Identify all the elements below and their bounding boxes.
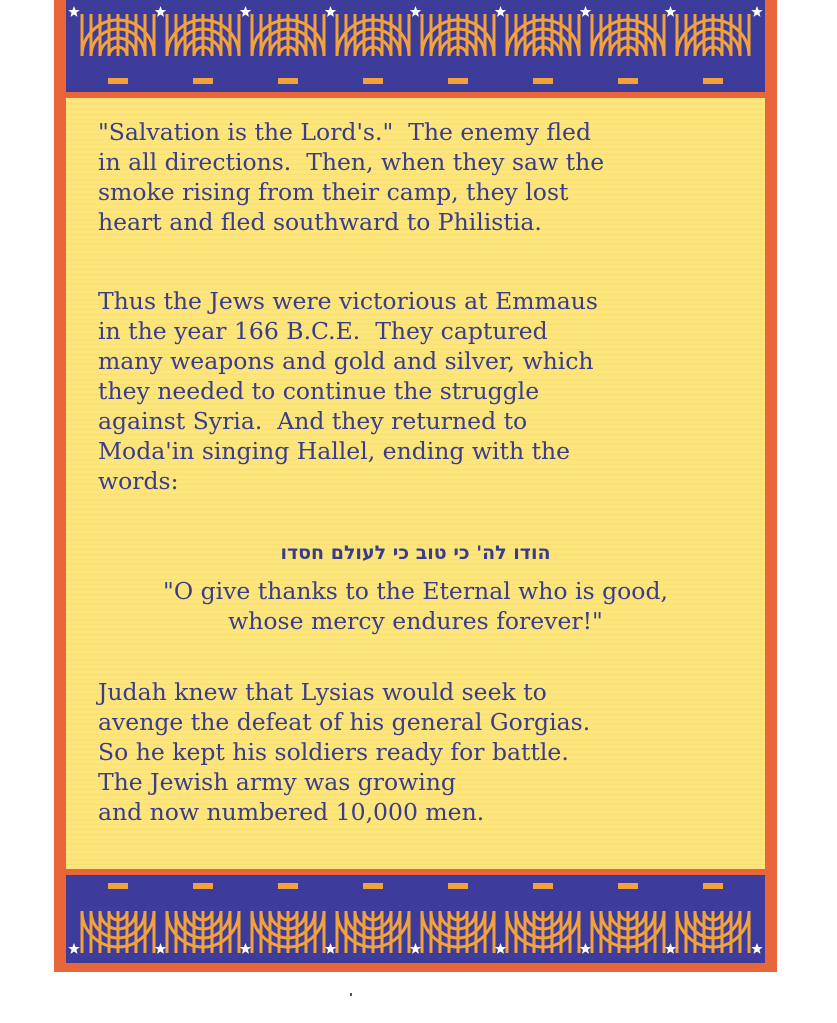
menorah-border-top-art <box>66 0 765 92</box>
top-menorah-border <box>66 0 765 92</box>
star-icon <box>325 6 336 17</box>
menorah-icon <box>422 14 494 84</box>
menorah-icon <box>422 883 494 953</box>
menorah-icon <box>337 883 409 953</box>
menorah-border-bottom-art <box>66 875 765 963</box>
star-icon <box>665 6 676 17</box>
star-icon <box>495 943 506 954</box>
star-icon <box>751 6 762 17</box>
star-icon <box>751 943 762 954</box>
star-icon <box>68 943 79 954</box>
menorah-icon <box>82 883 154 953</box>
menorah-icon <box>507 883 579 953</box>
english-verse: "O give thanks to the Eternal who is good, whose mercy endures forever!" <box>163 577 668 635</box>
menorah-icon <box>677 14 749 84</box>
star-icon <box>240 943 251 954</box>
menorah-icon <box>677 883 749 953</box>
menorah-icon <box>82 14 154 84</box>
paragraph-victory-emmaus: Thus the Jews were victorious at Emmaus in the year 166 B.C.E. They captured many weapons and gold and silver, which they needed to continue the struggle against Syria. And they returned to Moda'in singing Hallel, ending with the words: <box>98 287 598 495</box>
star-icon <box>580 6 591 17</box>
star-icon <box>68 6 79 17</box>
paragraph-judah: Judah knew that Lysias would seek to avenge the defeat of his general Gorgias. So he kept his soldiers ready for battle. The Jewish army was growing and now numbered 10,000 men. <box>98 678 591 826</box>
star-icon <box>495 6 506 17</box>
star-icon <box>155 943 166 954</box>
menorah-icon <box>592 883 664 953</box>
menorah-icon <box>167 14 239 84</box>
menorah-icon <box>252 883 324 953</box>
hebrew-verse: הודו לה' כי טוב כי לעולם חסדו <box>280 542 551 564</box>
menorah-icon <box>337 14 409 84</box>
menorah-icon <box>252 14 324 84</box>
star-icon <box>325 943 336 954</box>
star-icon <box>580 943 591 954</box>
star-icon <box>665 943 676 954</box>
star-icon <box>410 6 421 17</box>
star-icon <box>410 943 421 954</box>
menorah-icon <box>507 14 579 84</box>
scan-speck <box>350 993 352 996</box>
star-icon <box>155 6 166 17</box>
bottom-menorah-border <box>66 875 765 963</box>
menorah-icon <box>167 883 239 953</box>
star-icon <box>240 6 251 17</box>
paragraph-salvation: "Salvation is the Lord's." The enemy fled in all directions. Then, when they saw the smoke rising from their camp, they lost heart and fled southward to Philistia. <box>98 118 605 236</box>
menorah-icon <box>592 14 664 84</box>
